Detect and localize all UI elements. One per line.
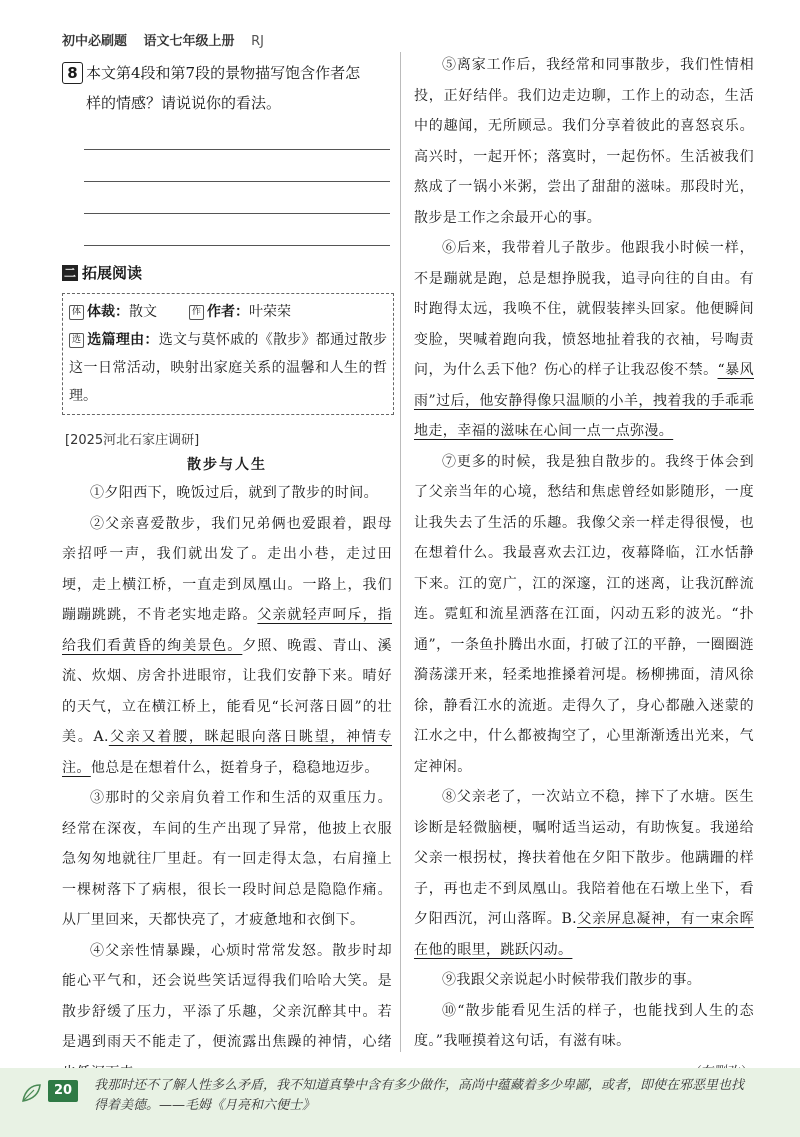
paragraph-7: ⑦更多的时候，我是独自散步的。我终于体会到了父亲当年的心境，愁结和焦虑曾经如影随形，一度让我失去了生活的乐趣。我像父亲一样走得很慢，也在想着什么。我最喜欢去江边，夜幕降临，江水恬静下来。江的宽广，江的深邃，江的迷离，让我沉醉流连。霓虹和流星洒落在江面，闪动五彩的波光。“扑通”，一条鱼扑腾出水面，打破了江的平静，一圈圈涟漪荡漾开来，轻柔地推搡着河堤。杨柳拂面，清风徐徐，静看江水的流逝。走得久了，身心都融入迷蒙的江水之中，什么都被掏空了，心里渐渐透出光来，气定神闲。 xyxy=(414,453,754,775)
p2-text-a: ②父亲喜爱散步，我们兄弟俩也爱跟着，跟母亲招呼一声，我们就出发了。走出小巷，走过田埂，走上横江桥，一直走到凤凰山。一路上，我们蹦蹦跳跳，不肯老实地走路。 xyxy=(62,515,392,623)
subject-title: 语文七年级上册 xyxy=(143,34,235,49)
p8-text: ⑧父亲老了，一次站立不稳，摔下了水塘。医生诊断是轻微脑梗，嘱咐适当运动，有助恢复。我递给父亲一根拐杖，搀扶着他在夕阳下散步。他蹒跚的样子，再也走不到凤凰山。我陪着他在石墩上坐下，看夕阳西沉，河山落晖。B. xyxy=(414,789,754,927)
genre-icon: 体 xyxy=(69,305,84,320)
genre-label: 体裁： xyxy=(87,304,129,320)
footer xyxy=(0,1068,800,1137)
question-8 xyxy=(62,58,392,118)
paragraph-6 xyxy=(414,233,754,447)
page-number: 20 xyxy=(48,1080,78,1102)
section-badge: 二 xyxy=(63,265,76,280)
author-label: 作者： xyxy=(207,304,249,320)
paragraph-2 xyxy=(62,509,392,784)
reason-icon: 选 xyxy=(69,333,84,348)
source-tag: [2025河北石家庄调研] xyxy=(65,433,200,448)
genre-value: 散文 xyxy=(129,304,157,320)
question-text-line1: 本文第4段和第7段的景物描写饱含作者怎 xyxy=(86,64,361,82)
info-row xyxy=(69,298,387,326)
author-value: 叶荣荣 xyxy=(249,304,291,320)
answer-line[interactable] xyxy=(84,118,390,150)
book-title: 初中必刷题 xyxy=(62,34,128,49)
paragraph-5: ⑤离家工作后，我经常和同事散步，我们性情相投，正好结伴。我们边走边聊，工作上的动态，生活中的趣闻，无所顾忌。我们分享着彼此的喜怒哀乐。高兴时，一起开怀；落寞时，一起伤怀。生活被我们熬成了一锅小米粥，尝出了甜甜的滋味。那段时光，散步是工作之余最开心的事。 xyxy=(414,57,754,226)
paragraph-8 xyxy=(414,782,754,965)
p2-text-b: 夕照、晚霞、青山、溪流、炊烟、房舍扑进眼帘，让我们安静下来。晴好的天气，立在横江桥上，能看见“长河落日圆”的壮美。A. xyxy=(62,637,392,745)
info-box xyxy=(62,293,394,415)
answer-line[interactable] xyxy=(84,150,390,182)
p6-text: ⑥后来，我带着儿子散步。他跟我小时候一样，不是蹦就是跑，总是想挣脱我，追寻向往的自由。有时跑得太远，我唤不住，就假装摔头回家。他便瞬间变脸，哭喊着跑向我，愤怒地扯着我的衣袖，号啕责问，为什么丢下他？伤心的样子让我忍俊不禁。 xyxy=(414,240,754,378)
info-reason xyxy=(69,326,387,410)
author-icon: 作 xyxy=(189,305,204,320)
p8-underline-b: 父亲屏息凝神，有一束余晖在他的眼里，跳跃闪动。 xyxy=(414,911,754,958)
left-column xyxy=(62,58,392,1088)
answer-line[interactable] xyxy=(84,182,390,214)
reason-label: 选篇理由： xyxy=(87,332,159,348)
article-title: 散步与人生 xyxy=(187,457,267,473)
question-number: 8 xyxy=(62,62,83,84)
question-text-line2: 样的情感？请说说你的看法。 xyxy=(86,94,282,112)
p6-underline: “暴风雨”过后，他安静得像只温顺的小羊，拽着我的手乖乖地走，幸福的滋味在心间一点一点弥漫。 xyxy=(414,362,754,439)
reason-text: 选文与莫怀戚的《散步》都通过散步这一日常活动，映射出家庭关系的温馨和人生的哲理。 xyxy=(69,332,388,404)
paragraph-4: ④父亲性情暴躁，心烦时常常发怒。散步时却能心平气和，还会说些笑话逗得我们哈哈大笑。是散步舒缓了压力，平添了乐趣，父亲沉醉其中。若是遇到雨天不能走了，便流露出焦躁的神情，心绪 xyxy=(62,942,392,1050)
p2-underline-a: 父亲又着腰，眯起眼向落日眺望，神情专注。 xyxy=(62,729,392,776)
column-divider xyxy=(400,52,401,1052)
paragraph-9: ⑨我跟父亲说起小时候带我们散步的事。 xyxy=(442,972,702,988)
page-header xyxy=(62,30,276,54)
section-title xyxy=(62,262,392,283)
section-title-text: 拓展阅读 xyxy=(82,264,143,282)
paragraph-3: ③那时的父亲肩负着工作和生活的双重压力。经常在深夜，车间的生产出现了异常，他披上衣服急匆匆地就往厂里赶。有一回走得太急，右肩撞上一棵树落下了病根，很长一段时间总是隐隐作痛。从厂里回来，天都快亮了，才疲惫地和衣倒下。 xyxy=(62,790,392,928)
paragraph-10: ⑩“散步能看见生活的样子，也能找到人生的态度。”我咂摸着这句话，有滋有味。 xyxy=(414,1002,754,1049)
answer-line[interactable] xyxy=(84,214,390,246)
right-column xyxy=(414,50,754,1080)
leaf-icon xyxy=(20,1082,42,1104)
footer-quote: 我那时还不了解人性多么矛盾，我不知道真挚中含有多少做作，高尚中蕴藏着多少卑鄙，或者，即使在邪恶里也找得着美德。——毛姆《月亮和六便士》 xyxy=(94,1078,745,1113)
paragraph-1: ①夕阳西下，晚饭过后，就到了散步的时间。 xyxy=(90,485,378,501)
edition-label: RJ xyxy=(251,34,264,49)
p2-underline-1: 父亲就轻声呵斥，指给我们看黄昏的绚美景色。 xyxy=(62,607,392,654)
p2-text-c: 他总是在想着什么，挺着身子，稳稳地迈步。 xyxy=(90,759,379,776)
